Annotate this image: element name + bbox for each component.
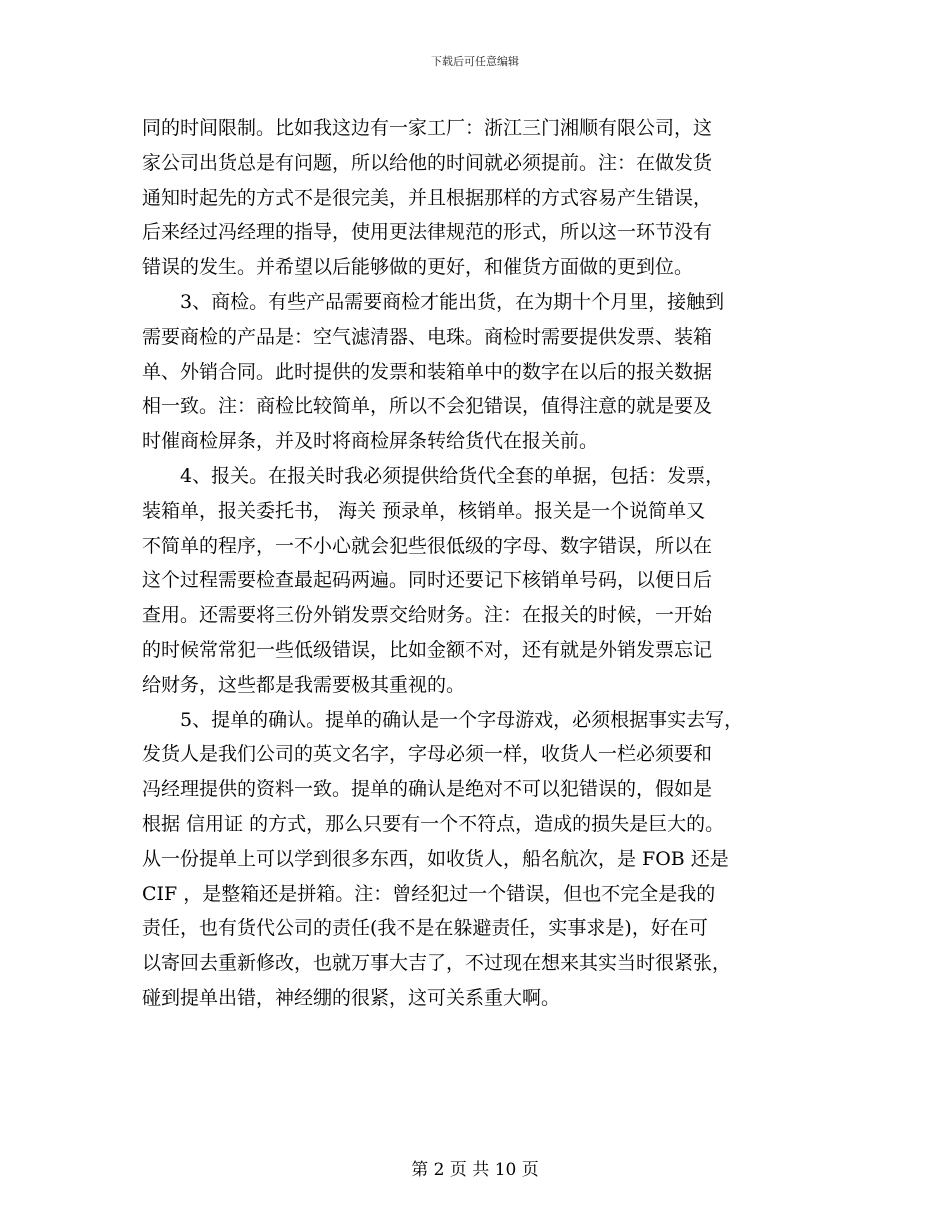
page-header: 下载后可任意编辑	[431, 55, 519, 68]
text-line: 4、报关。在报关时我必须提供给货代全套的单据，包括：发票，	[180, 464, 725, 487]
text-line: 相一致。注：商检比较简单，所以不会犯错误，值得注意的就是要及	[142, 395, 713, 418]
text-line: 给财务，这些都是我需要极其重视的。	[142, 673, 466, 696]
text-line: 家公司出货总是有问题，所以给他的时间就必须提前。注：在做发货	[142, 151, 713, 174]
text-line: 冯经理提供的资料一致。提单的确认是绝对不可以犯错误的，假如是	[142, 778, 713, 801]
text-line: 的时候常常犯一些低级错误，比如金额不对，还有就是外销发票忘记	[142, 638, 713, 661]
text-line: 以寄回去重新修改，也就万事大吉了，不过现在想来其实当时很紧张，	[142, 952, 732, 975]
text-line: 装箱单，报关委托书， 海关 预录单，核销单。报关是一个说简单又	[142, 499, 706, 522]
page-footer: 第 2 页 共 10 页	[411, 1160, 539, 1180]
text-line: 5、提单的确认。提单的确认是一个字母游戏，必须根据事实去写，	[180, 708, 744, 731]
text-line: CIF ，是整箱还是拼箱。注：曾经犯过一个错误，但也不完全是我的	[142, 882, 716, 905]
text-line: 需要商检的产品是：空气滤清器、电珠。商检时需要提供发票、装箱	[142, 325, 713, 348]
text-line: 不简单的程序，一不小心就会犯些很低级的字母、数字错误，所以在	[142, 534, 713, 557]
text-line: 责任，也有货代公司的责任(我不是在躲避责任，实事求是)，好在可	[142, 917, 708, 940]
text-line: 时催商检屏条，并及时将商检屏条转给货代在报关前。	[142, 430, 599, 453]
text-line: 3、商检。有些产品需要商检才能出货，在为期十个月里，接触到	[180, 290, 725, 313]
text-line: 查用。还需要将三份外销发票交给财务。注：在报关的时候，一开始	[142, 604, 713, 627]
text-line: 根据 信用证 的方式，那么只要有一个不符点，造成的损失是巨大的。	[142, 812, 725, 835]
text-line: 碰到提单出错，神经绷的很紧，这可关系重大啊。	[142, 986, 561, 1009]
text-line: 发货人是我们公司的英文名字，字母必须一样，收货人一栏必须要和	[142, 743, 713, 766]
text-line: 错误的发生。并希望以后能够做的更好，和催货方面做的更到位。	[142, 256, 694, 279]
text-line: 通知时起先的方式不是很完美，并且根据那样的方式容易产生错误，	[142, 186, 713, 209]
text-line: 单、外销合同。此时提供的发票和装箱单中的数字在以后的报关数据	[142, 360, 713, 383]
text-line: 从一份提单上可以学到很多东西，如收货人，船名航次，是 FOB 还是	[142, 847, 729, 870]
text-line: 这个过程需要检查最起码两遍。同时还要记下核销单号码，以便日后	[142, 569, 713, 592]
body-text	[142, 111, 812, 1016]
text-line: 同的时间限制。比如我这边有一家工厂：浙江三门湘顺有限公司，这	[142, 117, 713, 139]
text-line: 后来经过冯经理的指导，使用更法律规范的形式，所以这一环节没有	[142, 221, 713, 244]
